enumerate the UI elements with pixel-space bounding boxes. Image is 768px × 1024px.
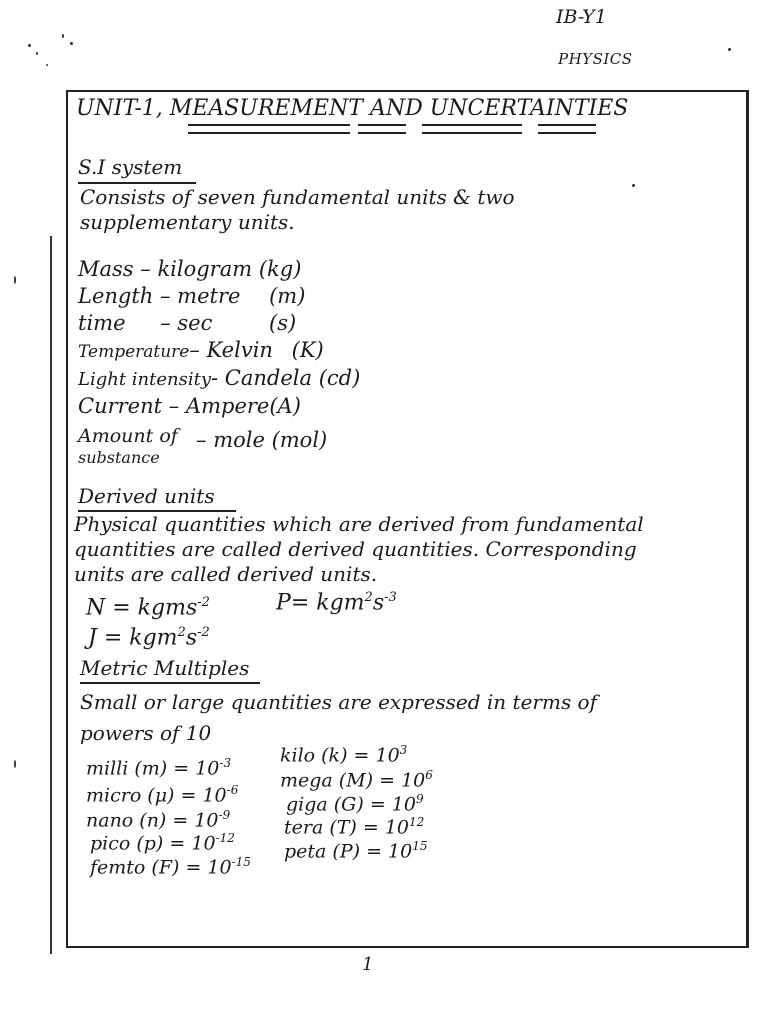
unit-row-amount-quantity (78, 425, 178, 469)
quantity-name-line: substance (78, 448, 160, 467)
unit-row-amount-unit: – mole (mol) (196, 428, 328, 452)
heading-underline (78, 182, 196, 184)
scan-speck (62, 34, 64, 38)
formula-exponent: -3 (384, 590, 397, 605)
unit-row-current: Current – Ampere(A) (78, 394, 301, 418)
prefix-exponent: -6 (226, 783, 239, 797)
title-underline (188, 124, 350, 134)
prefix-name: nano (n) (86, 809, 167, 832)
text-line: supplementary units. (80, 210, 295, 234)
quantity-name: Light intensity (78, 369, 212, 390)
unit-name: mole (213, 428, 265, 452)
scan-speck (28, 44, 31, 47)
unit-symbol: (kg) (258, 257, 302, 281)
metric-multiples-heading: Metric Multiples (80, 656, 250, 680)
title-underline (422, 124, 522, 134)
unit-symbol: (K) (291, 338, 324, 362)
formula-exponent: 2 (364, 590, 373, 605)
page-number: 1 (362, 954, 374, 975)
formula-rhs: s (372, 590, 385, 616)
text-line: Consists of seven fundamental units & two (80, 185, 515, 209)
scan-speck (14, 760, 16, 768)
unit-symbol: (cd) (318, 366, 361, 390)
prefix-row-femto: femto $(F) = 10^{-15}$ (90, 855, 251, 879)
prefix-row-nano: nano $(n) = 10^{-9}$ (86, 808, 231, 832)
formula-pressure: $P= kgm^2s^{-3}$ (276, 590, 397, 616)
scan-speck (728, 48, 731, 51)
prefix-exponent: -12 (215, 831, 235, 845)
prefix-row-pico: pico $(p) = 10^{-12}$ (90, 831, 235, 855)
subject-label: PHYSICS (558, 50, 633, 68)
unit-row-light-intensity: Light intensity- Candela (cd) (78, 366, 361, 390)
prefix-base: 10 (375, 744, 400, 767)
unit-title: UNIT-1, MEASUREMENT AND UNCERTAINTIES (76, 96, 629, 121)
si-system-description (80, 185, 515, 235)
prefix-base: 10 (195, 757, 220, 780)
prefix-base: 10 (384, 816, 410, 839)
scan-speck (46, 64, 48, 66)
prefix-name: milli (m) (86, 757, 168, 780)
title-underline (538, 124, 596, 134)
text-line: Small or large quantities are expressed in terms of (80, 690, 598, 714)
unit-symbol: (A) (269, 394, 301, 418)
formula-rhs: s (185, 625, 198, 651)
prefix-base: 10 (207, 856, 232, 879)
prefix-row-peta: peta $(P) = 10^{15}$ (284, 839, 428, 863)
quantity-name: Mass (78, 257, 134, 281)
unit-row-temperature: Temperature– Kelvin (K) (78, 338, 324, 362)
prefix-exponent: 9 (415, 792, 424, 806)
prefix-row-micro: micro $(\mu) = 10^{-6}$ (86, 783, 239, 807)
unit-name: Candela (224, 366, 313, 390)
formula-exponent: 2 (177, 625, 186, 640)
text-line: quantities are called derived quantities. Corresponding (74, 537, 637, 561)
prefix-name: micro (μ) (86, 784, 175, 807)
quantity-name: time (78, 311, 126, 335)
document-code: IB-Y1 (556, 6, 607, 28)
formula-rhs: kgms (137, 595, 198, 621)
quantity-name: Temperature (78, 342, 190, 362)
prefix-exponent: 12 (409, 815, 425, 829)
formula-rhs: kgm (316, 590, 365, 616)
scan-speck (14, 276, 16, 284)
unit-row-mass: Mass – kilogram (kg) (78, 257, 302, 281)
prefix-name: kilo (k) (280, 744, 348, 767)
prefix-row-mega: mega $(M) = 10^6$ (280, 768, 433, 792)
unit-name: Ampere (185, 394, 270, 418)
text-line: Physical quantities which are derived from fundamental (74, 512, 644, 536)
unit-row-time: time – sec (s) (78, 311, 297, 335)
unit-symbol: (m) (269, 284, 306, 308)
unit-row-length: Length – metre (m) (78, 284, 306, 308)
formula-lhs: J (88, 625, 97, 651)
prefix-name: femto (F) (90, 856, 180, 879)
prefix-base: 10 (202, 784, 227, 807)
formula-exponent: -2 (197, 595, 210, 610)
formula-newton: N = kgms$^{-2}$ (86, 595, 210, 621)
scan-speck (70, 42, 73, 45)
prefix-exponent: -3 (219, 756, 232, 770)
prefix-base: 10 (194, 809, 219, 832)
unit-symbol: (s) (269, 311, 297, 335)
prefix-base: 10 (401, 769, 426, 792)
frame-shadow-line (50, 236, 52, 954)
formula-rhs: kgm (129, 625, 178, 651)
prefix-exponent: -9 (218, 808, 231, 822)
prefix-base: 10 (191, 832, 216, 855)
unit-name: metre (177, 284, 241, 308)
prefix-name: giga (G) (286, 793, 364, 816)
unit-name: kilogram (157, 257, 253, 281)
text-line: units are called derived units. (74, 562, 378, 586)
prefix-name: mega (M) (280, 769, 374, 792)
unit-name: sec (177, 311, 213, 335)
derived-units-description (74, 512, 644, 587)
text-line: powers of 10 (80, 721, 212, 745)
prefix-row-giga: giga $(G) = 10^9$ (286, 792, 424, 816)
prefix-exponent: 6 (425, 768, 433, 782)
unit-name: Kelvin (206, 338, 273, 362)
prefix-row-milli: milli $(m) = 10^{-3}$ (86, 756, 232, 780)
prefix-row-tera: tera $(T) = 10^{12}$ (284, 815, 425, 839)
prefix-exponent: 3 (399, 743, 408, 757)
prefix-base: 10 (391, 793, 416, 816)
scan-speck (36, 52, 38, 55)
prefix-name: tera (T) (284, 816, 357, 839)
formula-lhs: N (86, 595, 106, 621)
prefix-row-kilo: kilo $(k) = 10^3$ (280, 743, 408, 767)
prefix-exponent: 15 (412, 839, 428, 853)
prefix-base: 10 (388, 840, 413, 863)
derived-units-heading: Derived units (78, 484, 215, 508)
formula-lhs: P (276, 590, 291, 616)
formula-exponent: -2 (197, 625, 210, 640)
unit-symbol: (mol) (271, 428, 328, 452)
metric-multiples-description (80, 690, 597, 746)
prefix-name: pico (p) (90, 832, 164, 855)
formula-joule: $J = kgm^2s^{-2}$ (88, 625, 210, 651)
quantity-name-line: Amount of (78, 425, 178, 447)
heading-underline (80, 682, 260, 684)
title-underline (358, 124, 406, 134)
quantity-name: Current (78, 394, 163, 418)
prefix-exponent: -15 (231, 855, 251, 869)
prefix-name: peta (P) (284, 840, 361, 863)
quantity-name: Length (78, 284, 154, 308)
si-system-heading: S.I system (78, 155, 183, 179)
